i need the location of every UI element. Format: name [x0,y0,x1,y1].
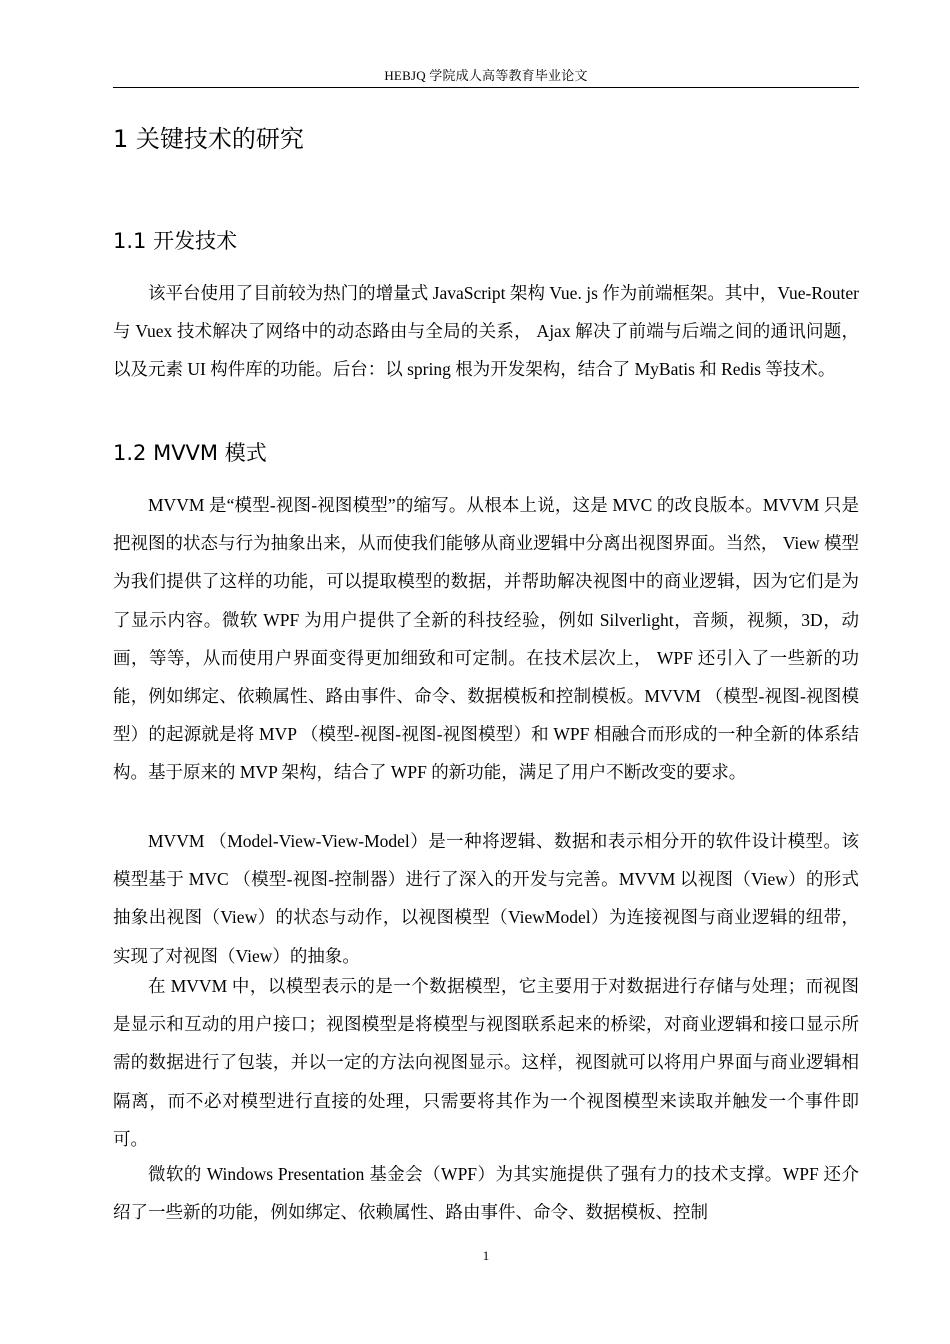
page-number: 1 [482,1248,490,1263]
chapter-title: 1 关键技术的研究 [113,125,304,153]
paragraph-mvvm-components: 在 MVVM 中，以模型表示的是一个数据模型，它主要用于对数据进行存储与处理；而视图是显示和互动的用户接口；视图模型是将模型与视图联系起来的桥梁，对商业逻辑和接口显示所需的数据进行了包装，并以一定的方法向视图显示。这样，视图就可以将用户界面与商业逻辑相隔离，而不必对模型进行直接的处理，只需要将其作为一个视图模型来读取并触发一个事件即可。 [113,976,859,1149]
section-title-dev-tech: 1.1 开发技术 [113,229,238,253]
running-header: HEBJQ 学院成人高等教育毕业论文 [384,68,588,83]
paragraph-mvvm-intro: MVVM 是“模型-视图-视图模型”的缩写。从根本上说，这是 MVC 的改良版本。MVVM 只是把视图的状态与行为抽象出来，从而使我们能够从商业逻辑中分离出视图界面。当然， View 模型为我们提供了这样的功能，可以提取模型的数据，并帮助解决视图中的商业逻辑，因为它们是为了显示内容。微软 WPF 为用户提供了全新的科技经验，例如 Silverlight，音频，视频，3D，动画，等等，从而使用户界面变得更加细致和可定制。在技术层次上， WPF 还引入了一些新的功能，例如绑定、依赖属性、路由事件、命令、数据模板和控制模板。MVVM （模型-视图-视图模型）的起源就是将 MVP （模型-视图-视图-视图模型）和 WPF 相融合而形成的一种全新的体系结构。基于原来的 MVP 架构，结合了 WPF 的新功能，满足了用户不断改变的要求。 [113,495,859,783]
header-divider [113,87,859,88]
paragraph-mvvm-wpf: 微软的 Windows Presentation 基金会（WPF）为其实施提供了强有力的技术支撑。WPF 还介绍了一些新的功能，例如绑定、依赖属性、路由事件、命令、数据模板、控制 [113,1164,859,1223]
paragraph-dev-tech: 该平台使用了目前较为热门的增量式 JavaScript 架构 Vue. js 作为前端框架。其中，Vue-Router 与 Vuex 技术解决了网络中的动态路由与全局的关系， Ajax 解决了前端与后端之间的通讯问题，以及元素 UI 构件库的功能。后台：以 spring 根为开发架构，结合了 MyBatis 和 Redis 等技术。 [113,283,859,380]
section-title-mvvm: 1.2 MVVM 模式 [113,441,267,465]
paragraph-mvvm-definition: MVVM （Model-View-View-Model）是一种将逻辑、数据和表示相分开的软件设计模型。该模型基于 MVC （模型-视图-控制器）进行了深入的开发与完善。MVVM 以视图（View）的形式抽象出视图（View）的状态与动作，以视图模型（ViewModel）为连接视图与商业逻辑的纽带，实现了对视图（View）的抽象。 [113,831,859,966]
